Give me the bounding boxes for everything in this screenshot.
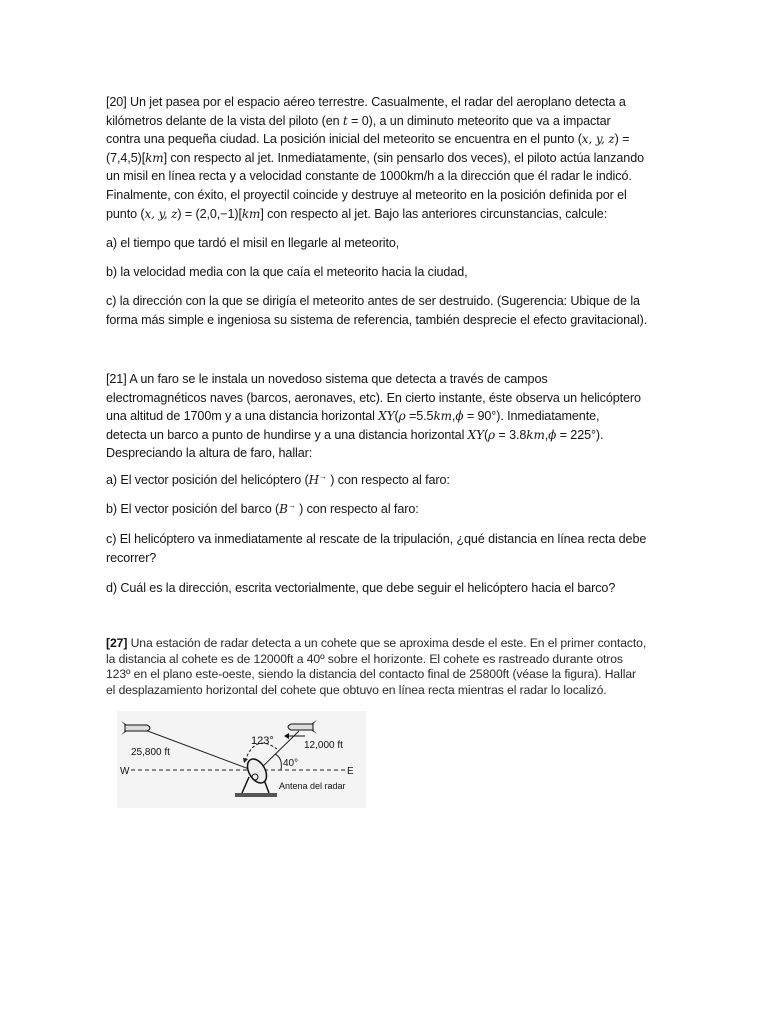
p21-line-3: una altitud de 1700m y a una distancia horizontal XY(ρ =5.5km,ϕ = 90°). Inmediatamente, bbox=[106, 409, 600, 424]
radar-antenna-icon bbox=[235, 756, 277, 797]
problem-20 bbox=[106, 93, 666, 223]
rocket-first-icon bbox=[288, 720, 317, 734]
p20-line-3: contra una pequeña ciudad. La posición inicial del meteorito se encuentra en el punto (x, y, z) = bbox=[106, 132, 630, 147]
p27-line-3: 123º en el plano este-oeste, siendo la distancia del contacto final de 25800ft (véase la figura). Hallar bbox=[106, 667, 636, 682]
label-antenna: Antena del radar bbox=[279, 781, 346, 791]
p20-item-b: b) la velocidad media con la que caía el meteorito hacia la ciudad, bbox=[106, 265, 468, 279]
rocket-final-icon bbox=[121, 721, 150, 735]
p21-line-2: electromagnéticos naves (barcos, aeronaves, etc). En cierto instante, éste observa un helicóptero bbox=[106, 390, 641, 405]
p20-item-a: a) el tiempo que tardó el misil en llegarle al meteorito, bbox=[106, 236, 400, 250]
p20-line-1: [20] Un jet pasea por el espacio aéreo terrestre. Casualmente, el radar del aeroplano detecta a bbox=[106, 95, 626, 109]
elevation-arc bbox=[275, 754, 281, 770]
p20-line-2: kilómetros delante de la vista del piloto (en t = 0), a un diminuto meteorito que va a impactar bbox=[106, 113, 611, 128]
p20-number: [20] bbox=[106, 95, 127, 109]
p20-line-6: Finalmente, con éxito, el proyectil coincide y destruye al meteorito en la posición definida por el bbox=[106, 187, 627, 202]
label-final-distance: 25,800 ft bbox=[131, 747, 170, 758]
p21-line-4: detecta un barco a punto de hundirse y a una distancia horizontal XY(ρ = 3.8km,ϕ = 225°). bbox=[106, 427, 604, 442]
label-first-distance: 12,000 ft bbox=[304, 740, 343, 751]
label-west: W bbox=[120, 766, 130, 777]
p27-line-4: el desplazamiento horizontal del cohete que obtuvo en línea recta mientras el radar lo localizó. bbox=[106, 682, 607, 697]
p20-line-4: (7,4,5)[km] con respecto al jet. Inmediatamente, (sin pensarlo dos veces), el piloto actúa lanzando bbox=[106, 150, 644, 165]
label-elevation-angle: 40° bbox=[283, 758, 299, 769]
radar-figure bbox=[117, 711, 366, 808]
p21-item-c: c) El helicóptero va inmediatamente al rescate de la tripulación, ¿qué distancia en línea recta debe recorrer? bbox=[106, 532, 647, 565]
p21-item-b: b) El vector posición del barco (B→ ) con respecto al faro: bbox=[106, 500, 419, 516]
problem-21 bbox=[106, 370, 666, 463]
p27-number: [27] bbox=[106, 636, 128, 650]
p20-item-c: c) la dirección con la que se dirigía el meteorito antes de ser destruido. (Sugerencia: Ubique de la forma más simple e ingeniosa su sistema de referencia, también desprecie el efecto gravitacional). bbox=[106, 294, 648, 327]
p21-item-a: a) El vector posición del helicóptero (H→ ) con respecto al faro: bbox=[106, 471, 450, 487]
p27-line-2: la distancia al cohete es de 12000ft a 40º sobre el horizonte. El cohete es rastreado durante otros bbox=[106, 651, 623, 666]
problem-27 bbox=[106, 636, 672, 698]
radar-diagram bbox=[117, 711, 366, 808]
p21-line-1: [21] A un faro se le instala un novedoso sistema que detecta a través de campos bbox=[106, 372, 548, 386]
p21-number: [21] bbox=[106, 372, 127, 386]
p27-line-1: [27] Una estación de radar detecta a un cohete que se aproxima desde el este. En el primer contacto, bbox=[106, 636, 647, 650]
p20-line-7: punto (x, y, z) = (2,0,−1)[km] con respecto al jet. Bajo las anteriores circunstancias, calcule: bbox=[106, 206, 608, 221]
label-sweep-angle: 123° bbox=[251, 735, 274, 747]
label-east: E bbox=[347, 766, 354, 777]
p21-line-5: Despreciando la altura de faro, hallar: bbox=[106, 446, 313, 461]
sweep-arrowhead bbox=[243, 758, 248, 763]
p20-line-5: un misil en línea recta y a velocidad constante de 1000km/h a la dirección que él radar le indicó. bbox=[106, 169, 632, 184]
p21-item-d: d) Cuál es la dirección, escrita vectorialmente, que debe seguir el helicóptero hacia el barco? bbox=[106, 581, 616, 595]
motion-arrowhead bbox=[284, 733, 289, 739]
